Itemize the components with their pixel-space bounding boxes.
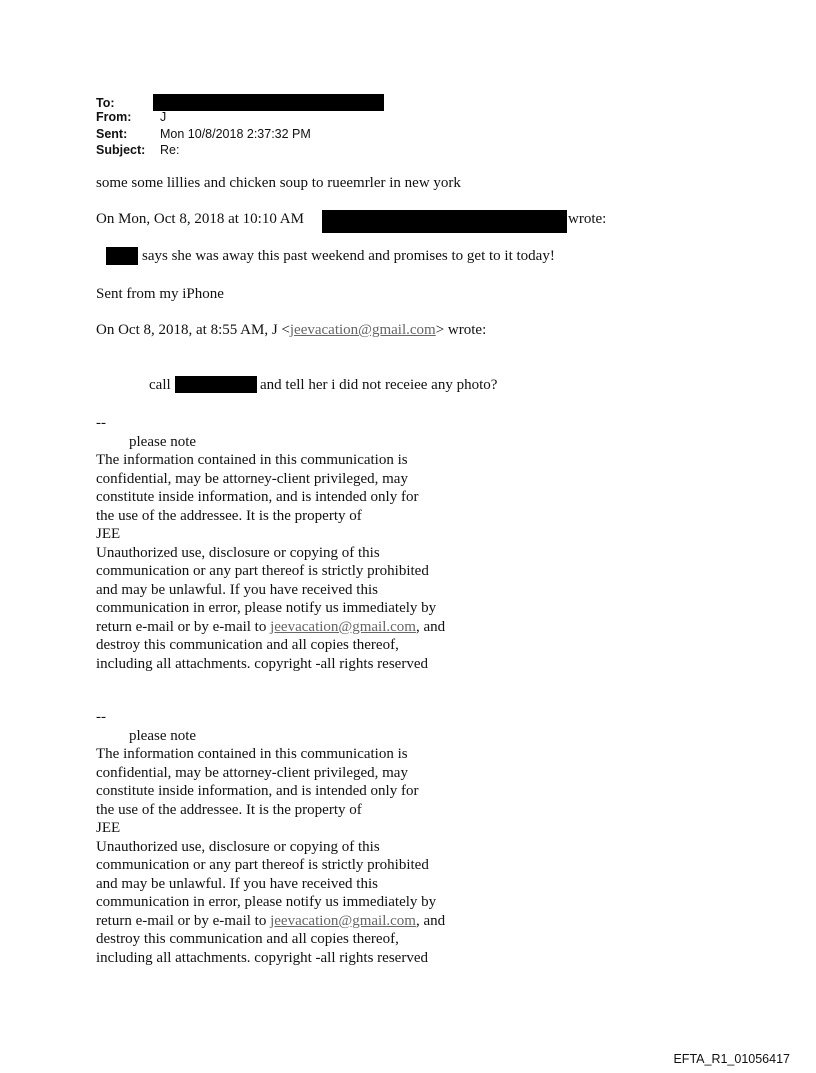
quote-header-1-suffix: wrote: bbox=[568, 211, 607, 227]
message-line: some some lillies and chicken soup to rueemrler in new york bbox=[96, 175, 461, 191]
disclaimer-line: destroy this communication and all copies thereof, bbox=[96, 637, 399, 653]
name-redaction-bar bbox=[106, 247, 138, 265]
return-suffix: , and bbox=[415, 618, 446, 635]
from-label: From: bbox=[96, 110, 132, 124]
disclaimer-email-link[interactable]: jeevacation@gmail.com bbox=[270, 618, 416, 635]
document-id: EFTA_R1_01056417 bbox=[673, 1052, 790, 1066]
disclaimer-line: Unauthorized use, disclosure or copying of this bbox=[96, 544, 380, 561]
call-redaction-bar bbox=[175, 376, 257, 393]
disclaimer-block-1 bbox=[96, 414, 445, 673]
sender-email-link[interactable]: jeevacation@gmail.com bbox=[289, 322, 436, 338]
subject-value: Re: bbox=[160, 143, 180, 157]
to-redaction-bar bbox=[153, 94, 384, 111]
quote-header-1-prefix: On Mon, Oct 8, 2018 at 10:10 AM bbox=[96, 211, 304, 227]
disclaimer-email-link[interactable]: jeevacation@gmail.com bbox=[270, 912, 416, 929]
disclaimer-line: constitute inside information, and is intended only for bbox=[96, 783, 419, 799]
disclaimer-line: including all attachments. copyright -all rights reserved bbox=[96, 655, 428, 672]
disclaimer-return-line bbox=[96, 618, 445, 637]
disclaimer-line: constitute inside information, and is intended only for bbox=[96, 489, 419, 505]
call-line-suffix: and tell her i did not receiee any photo? bbox=[260, 377, 498, 393]
disclaimer-line: communication or any part thereof is strictly prohibited bbox=[96, 563, 429, 579]
quote-header-2 bbox=[96, 321, 486, 339]
please-note: please note bbox=[129, 433, 197, 450]
disclaimer-line: JEE bbox=[96, 526, 121, 542]
please-note: please note bbox=[129, 727, 197, 744]
disclaimer-line: destroy this communication and all copies thereof, bbox=[96, 931, 399, 947]
reply-line: says she was away this past weekend and promises to get to it today! bbox=[142, 248, 555, 264]
email-header bbox=[96, 96, 496, 160]
disclaimer-line: including all attachments. copyright -all rights reserved bbox=[96, 949, 428, 966]
subject-label: Subject: bbox=[96, 143, 146, 157]
return-prefix: return e-mail or by e-mail to bbox=[96, 912, 271, 929]
quote-header-2-suffix: > wrote: bbox=[435, 322, 487, 338]
sent-value: Mon 10/8/2018 2:37:32 PM bbox=[160, 127, 311, 141]
signature-line: Sent from my iPhone bbox=[96, 286, 224, 302]
disclaimer-line: Unauthorized use, disclosure or copying of this bbox=[96, 838, 380, 855]
sender-redaction-bar bbox=[322, 210, 567, 233]
disclaimer-line: The information contained in this communication is bbox=[96, 452, 408, 468]
quote-header-2-prefix: On Oct 8, 2018, at 8:55 AM, J < bbox=[96, 322, 290, 338]
disclaimer-line: communication in error, please notify us immediately by bbox=[96, 894, 437, 910]
disclaimer-line: and may be unlawful. If you have received this bbox=[96, 581, 378, 598]
sent-label: Sent: bbox=[96, 127, 128, 141]
disclaimer-line: communication or any part thereof is strictly prohibited bbox=[96, 857, 429, 873]
disclaimer-line: and may be unlawful. If you have received this bbox=[96, 875, 378, 892]
disclaimer-line: the use of the addressee. It is the property of bbox=[96, 801, 362, 818]
quote-header-1 bbox=[96, 210, 304, 228]
from-value: J bbox=[160, 110, 167, 124]
disclaimer-block-2 bbox=[96, 708, 445, 967]
disclaimer-line: confidential, may be attorney-client privileged, may bbox=[96, 470, 408, 487]
disclaimer-line: the use of the addressee. It is the property of bbox=[96, 507, 362, 524]
separator: -- bbox=[96, 415, 106, 431]
call-line-prefix: call bbox=[149, 377, 171, 393]
return-suffix: , and bbox=[415, 912, 446, 929]
disclaimer-line: confidential, may be attorney-client privileged, may bbox=[96, 764, 408, 781]
disclaimer-return-line bbox=[96, 912, 445, 931]
disclaimer-line: JEE bbox=[96, 820, 121, 836]
disclaimer-line: communication in error, please notify us immediately by bbox=[96, 600, 437, 616]
to-label: To: bbox=[96, 96, 115, 110]
disclaimer-line: The information contained in this communication is bbox=[96, 746, 408, 762]
return-prefix: return e-mail or by e-mail to bbox=[96, 618, 271, 635]
separator: -- bbox=[96, 709, 106, 725]
